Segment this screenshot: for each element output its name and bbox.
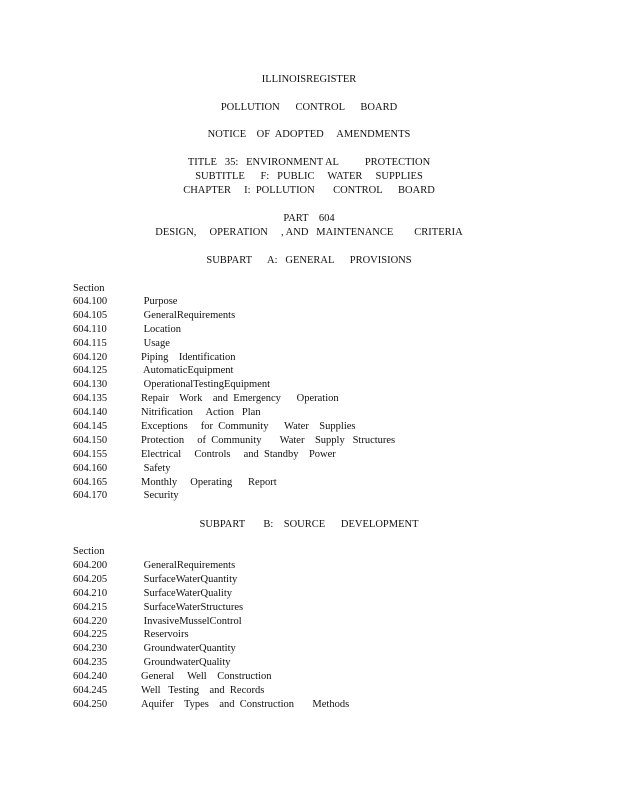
section-title: Repair Work and Emergency Operation (141, 393, 339, 405)
notice-heading: NOTICE OF ADOPTED AMENDMENTS (207, 129, 411, 140)
section-number: 604.220 (73, 615, 108, 627)
section-entry (73, 642, 553, 656)
board-name: POLLUTION CONTROL BOARD (220, 102, 398, 113)
section-number: 604.160 (73, 462, 108, 474)
section-number: 604.145 (73, 421, 108, 433)
section-number: 604.205 (73, 573, 108, 585)
section-number: 604.105 (73, 309, 108, 321)
section-number: 604.240 (73, 671, 108, 683)
title-line: TITLE 35: ENVIRONMENT AL PROTECTION (187, 157, 431, 168)
section-entry (73, 656, 553, 670)
section-title: AutomaticEquipment (141, 365, 234, 377)
section-number: 604.215 (73, 601, 108, 613)
section-entry (73, 392, 553, 406)
section-number: 604.245 (73, 685, 108, 697)
section-number: 604.225 (73, 629, 108, 641)
section-title: GeneralRequirements (141, 560, 236, 571)
section-entry (73, 684, 553, 698)
section-entry (73, 489, 553, 503)
subpart-b-heading: SUBPART B: SOURCE DEVELOPMENT (199, 519, 419, 530)
section-title: Purpose (141, 296, 178, 307)
section-entry (73, 476, 553, 490)
section-entry (73, 351, 553, 365)
section-entry (73, 323, 553, 337)
subpart-a-section-list (73, 295, 553, 503)
section-title: SurfaceWaterQuality (141, 587, 232, 599)
section-entry (73, 434, 553, 448)
subtitle-line: SUBTITLE F: PUBLIC WATER SUPPLIES (195, 171, 423, 182)
section-entry (73, 587, 553, 601)
section-title: OperationalTestingEquipment (141, 379, 271, 391)
section-title: SurfaceWaterStructures (141, 601, 244, 613)
section-number: 604.210 (73, 587, 108, 599)
section-number: 604.140 (73, 407, 108, 419)
section-number: 604.115 (73, 337, 107, 349)
section-title: Electrical Controls and Standby Power (141, 448, 336, 460)
section-entry (73, 573, 553, 587)
section-entry (73, 670, 553, 684)
register-title: ILLINOISREGISTER (261, 74, 357, 85)
section-entry (73, 364, 553, 378)
section-entry (73, 309, 553, 323)
section-title: GeneralRequirements (141, 309, 236, 321)
section-title: Reservoirs (141, 629, 189, 641)
section-title: Safety (141, 462, 171, 474)
section-number: 604.165 (73, 476, 108, 488)
section-title: Aquifer Types and Construction Methods (141, 698, 350, 710)
section-title: Location (141, 323, 181, 335)
section-entry (73, 378, 553, 392)
section-number: 604.130 (73, 379, 108, 391)
section-title: Security (141, 490, 179, 502)
part-line: PART 604 (283, 213, 335, 224)
section-entry (73, 337, 553, 351)
section-entry (73, 615, 553, 629)
section-number: 604.150 (73, 434, 108, 446)
section-entry (73, 698, 553, 712)
section-title: Monthly Operating Report (141, 476, 277, 488)
section-title: Exceptions for Community Water Supplies (141, 421, 356, 433)
section-title: Nitrification Action Plan (141, 407, 261, 419)
subpart-a-section-label: Section (73, 283, 105, 294)
section-number: 604.110 (73, 323, 107, 335)
section-number: 604.230 (73, 643, 108, 655)
subpart-b-section-label: Section (73, 546, 105, 557)
section-title: Protection of Community Water Supply Structures (141, 434, 396, 446)
section-entry (73, 295, 553, 309)
subpart-b-section-list (73, 559, 553, 712)
subpart-a-heading: SUBPART A: GENERAL PROVISIONS (206, 255, 412, 266)
section-number: 604.170 (73, 490, 108, 502)
section-number: 604.155 (73, 448, 108, 460)
section-entry (73, 628, 553, 642)
section-number: 604.125 (73, 365, 108, 377)
section-number: 604.200 (73, 560, 108, 571)
section-entry (73, 601, 553, 615)
section-title: Piping Identification (141, 351, 236, 363)
section-title: GroundwaterQuality (141, 657, 231, 669)
section-number: 604.250 (73, 698, 108, 710)
section-number: 604.100 (73, 296, 108, 307)
section-number: 604.135 (73, 393, 108, 405)
part-title: DESIGN, OPERATION , AND MAINTENANCE CRITERIA (155, 227, 463, 238)
chapter-line: CHAPTER I: POLLUTION CONTROL BOARD (183, 185, 435, 196)
section-entry (73, 406, 553, 420)
section-number: 604.235 (73, 657, 108, 669)
section-title: SurfaceWaterQuantity (141, 573, 238, 585)
section-title: GroundwaterQuantity (141, 643, 236, 655)
section-entry (73, 559, 553, 573)
section-entry (73, 462, 553, 476)
section-entry (73, 448, 553, 462)
section-number: 604.120 (73, 351, 108, 363)
section-title: InvasiveMusselControl (141, 615, 242, 627)
section-title: Usage (141, 337, 170, 349)
section-title: General Well Construction (141, 671, 272, 683)
section-entry (73, 420, 553, 434)
section-title: Well Testing and Records (141, 685, 265, 697)
